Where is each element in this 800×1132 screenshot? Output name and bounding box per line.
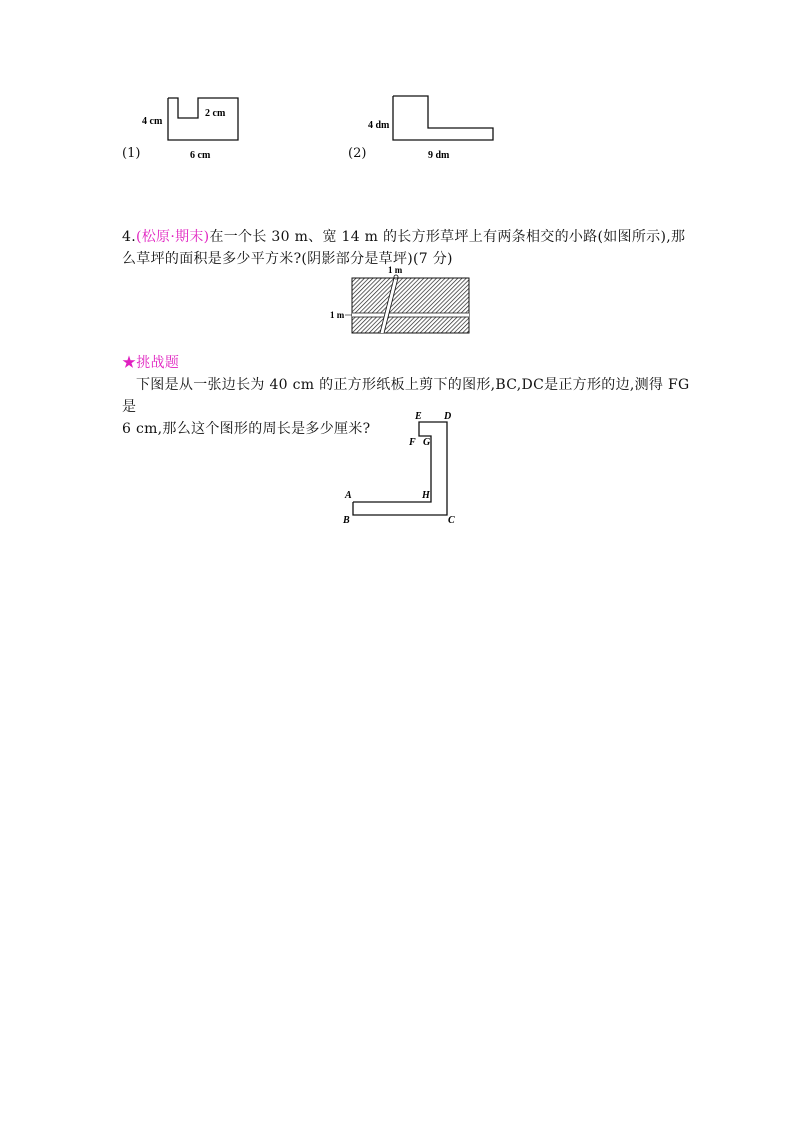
question-4-line-1	[122, 226, 692, 248]
figure-2-width-label: 9 dm	[428, 150, 450, 161]
challenge-line-1: 下图是从一张边长为 40 cm 的正方形纸板上剪下的图形,BC,DC是正方形的边,测得 FG 是	[122, 377, 690, 415]
horizontal-road	[352, 313, 469, 317]
road-left-label: 1 m	[330, 310, 345, 320]
challenge-line-2: 6 cm,那么这个图形的周长是多少厘米?	[122, 421, 371, 437]
point-D: D	[444, 411, 452, 422]
point-E: E	[415, 411, 422, 422]
point-C: C	[448, 515, 455, 526]
figure-1-height-label: 4 cm	[142, 116, 163, 127]
figure-2-height-label: 4 dm	[368, 120, 390, 131]
point-G: G	[423, 437, 431, 448]
point-B: B	[343, 515, 350, 526]
point-H: H	[422, 490, 430, 501]
lawn-figure	[325, 262, 475, 337]
question-number: 4.	[122, 229, 136, 245]
figure-2	[360, 88, 510, 168]
figure-2-index: (2)	[348, 146, 367, 161]
l-shape-figure	[340, 405, 470, 530]
question-text-1: 在一个长 30 m、宽 14 m 的长方形草坪上有两条相交的小路(如图所示),那	[209, 229, 686, 245]
figure-1-notch-label: 2 cm	[205, 108, 226, 119]
figure-1-width-label: 6 cm	[190, 150, 211, 161]
road-top-label: 1 m	[388, 265, 403, 275]
challenge-heading: ★挑战题	[122, 355, 180, 371]
lawn-rect	[352, 278, 469, 333]
question-source: (松原·期末)	[135, 229, 210, 245]
point-F: F	[409, 437, 416, 448]
question-text-2: 么草坪的面积是多少平方米?(阴影部分是草坪)(7 分)	[122, 251, 453, 267]
point-A: A	[345, 490, 352, 501]
figure-1-index: (1)	[122, 146, 141, 161]
